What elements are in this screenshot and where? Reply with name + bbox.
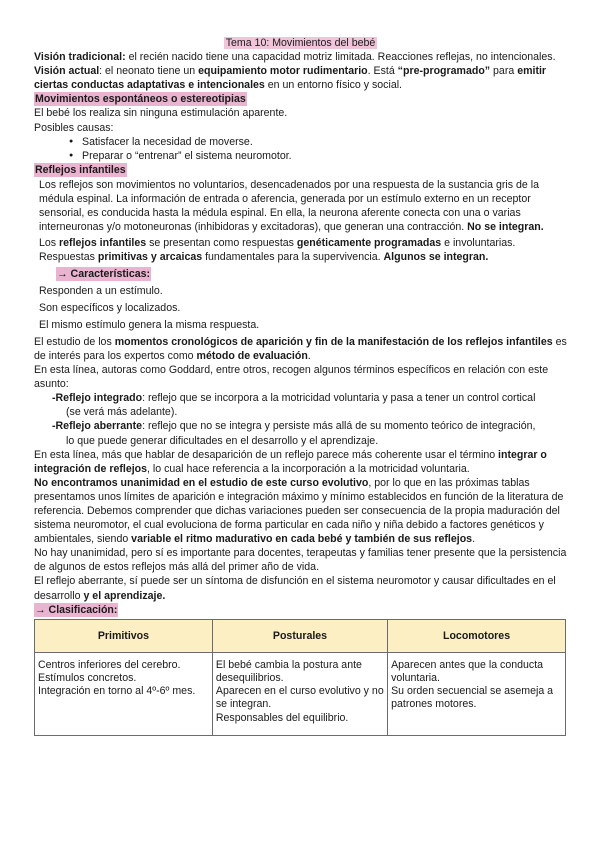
caracteristicas-label: → Características: (57, 267, 151, 280)
cell-locomotores (388, 652, 566, 735)
text-run: : el neonato tiene un (99, 65, 199, 78)
bold-run: No se integran. (464, 221, 544, 234)
text-run: El estudio de los (34, 335, 115, 348)
bold-run: “pre-programado” (397, 65, 491, 78)
title-row (34, 36, 567, 50)
text-run: e involuntarias. (441, 237, 516, 250)
cell-line: Centros inferiores del cerebro. (38, 658, 181, 671)
estudio-p2: En esta línea, autoras como Goddard, entre otros, recogen algunos términos específicos en relación con este asunto: (34, 364, 549, 391)
bold-run: momentos cronológicos de aparición y fin de la manifestación de los reflejos infantiles (114, 335, 553, 348)
list-item: ● Satisfacer la necesidad de moverse. (69, 135, 567, 149)
section-reflejos (34, 163, 567, 332)
bold-run: reflejos infantiles (59, 237, 147, 250)
text-run: , por lo que en las próximas tablas presentamos unos límites de aparición e integración máximo y mínimo establecidos en función de la literatura de referencia. Debemos comprender que dichas variaciones pueden ser consecuencia de la propia maduración del sistema neuromotor, el cual evoluciona de forma particular en cada niño y niña debido a factores genéticos y ambientales, siendo (34, 476, 564, 546)
text-run: . Está (367, 65, 398, 78)
bold-run: método de evaluación (196, 349, 308, 362)
cell-line: Su orden secuencial se asemeja a patrones motores. (391, 685, 554, 711)
vision-actual (34, 64, 567, 92)
text-run: El reflejo aberrante, sí puede ser un síntoma de disfunción en el sistema neuromotor y causar dificultades en el desarrollo (34, 575, 556, 602)
clasificacion-table (34, 619, 566, 736)
integrado-text: : reflejo que se incorpora a la motricidad voluntaria y pasa a tener un control cortical (142, 392, 536, 405)
list-item: ● Preparar o “entrenar” el sistema neuromotor. (69, 149, 567, 163)
cell-line: Responsables del equilibrio. (215, 711, 349, 724)
clasificacion-section (34, 603, 567, 736)
vision-tradicional-label: Visión tradicional: (34, 51, 126, 64)
integrar-paragraph (34, 448, 567, 476)
caracteristicas-label-row (34, 267, 567, 281)
cell-line: El bebé cambia la postura ante desequilibrios. (215, 658, 362, 684)
text-run: Los reflejos son movimientos no voluntarios, desencadenados por una respuesta de la sustancia gris de la médula espinal. La información de entrada o aferencia, generada por un estímulo externo en un receptor sensorial, es conducida hasta la médula espinal. En ella, la neurona aferente conecta con una o varias interneuronas y/o motoneuronas (inhibidoras y excitadoras), que generan una contracción. (39, 178, 539, 234)
unanimidad-paragraph (34, 476, 567, 546)
header-locomotores: Locomotores (388, 619, 566, 652)
bold-run: y el aprendizaje. (83, 589, 166, 602)
bold-run: primitivas y arcaicas (97, 251, 203, 264)
espontaneos-line1: El bebé los realiza sin ninguna estimulación aparente. (34, 107, 288, 120)
cell-line: Estímulos concretos. (38, 671, 137, 684)
cell-primitivos (35, 652, 213, 735)
text-run: es de interés para los expertos como (34, 335, 567, 362)
clasificacion-label: → Clasificación: (35, 603, 118, 616)
vision-actual-label: Visión actual (34, 65, 100, 78)
text-run: fundamentales para la supervivencia. (202, 251, 384, 264)
list-item: Son específicos y localizados. (39, 301, 181, 314)
cell-line: Aparecen antes que la conducta voluntaria. (391, 658, 544, 684)
table-header-row (35, 619, 566, 652)
list-item: El mismo estímulo genera la misma respuesta. (39, 318, 260, 331)
text-run: . (307, 349, 311, 362)
heading-reflejos: Reflejos infantiles (35, 163, 126, 176)
table-row (35, 652, 566, 735)
bold-run: Algunos se integran. (383, 251, 489, 264)
text-run: para (490, 65, 518, 78)
integrado-cont: (se verá más adelante). (66, 406, 178, 419)
estudio-p1 (34, 335, 567, 363)
bold-run: equipamiento motor rudimentario (198, 65, 368, 78)
text-run: Los (39, 237, 60, 250)
espontaneos-line2: Posibles causas: (34, 121, 114, 134)
aberrante-label: -Reflejo aberrante (52, 420, 143, 433)
text-run: Respuestas (39, 251, 98, 264)
bold-run: emitir ciertas conductas adaptativas e intencionales (34, 65, 547, 92)
page-title: Tema 10: Movimientos del bebé (225, 37, 376, 49)
vision-tradicional-text: el recién nacido tiene una capacidad motriz limitada. Reacciones reflejas, no intencionales. (125, 51, 556, 64)
bold-run: No encontramos unanimidad en el estudio de este curso evolutivo (34, 476, 369, 489)
reflejos-p1 (34, 178, 567, 234)
reflejo-aberrante (34, 419, 567, 447)
bold-run: genéticamente programadas (296, 237, 442, 250)
no-unanimidad-paragraph: No hay unanimidad, pero sí es importante para docentes, terapeutas y familias tener presente que la persistencia de algunos de estos reflejos más allá del primer año de vida. (34, 547, 567, 574)
text-run: En esta línea, más que hablar de desaparición de un reflejo parece más coherente usar el término (34, 448, 499, 461)
list-item: Responden a un estímulo. (39, 284, 163, 297)
header-primitivos: Primitivos (35, 619, 213, 652)
reflejos-p2 (34, 236, 567, 250)
aberrante-text: : reflejo que no se integra y persiste más allá de su momento teórico de integración, (142, 420, 536, 433)
header-posturales: Posturales (212, 619, 387, 652)
reflejo-integrado (34, 391, 567, 419)
text-run: en un entorno físico y social. (264, 79, 403, 92)
cell-line: Aparecen en el curso evolutivo y no se integran. (215, 685, 384, 711)
text-run: , lo cual hace referencia a la incorporación a la motricidad voluntaria. (147, 462, 470, 475)
vision-tradicional (34, 50, 567, 64)
bold-run: integrar o integración de reflejos (34, 448, 547, 475)
aberrante-final-paragraph (34, 574, 567, 602)
heading-espontaneos: Movimientos espontáneos o estereotipias (35, 93, 246, 106)
aberrante-cont: lo que puede generar dificultades en el desarrollo y el aprendizaje. (66, 434, 379, 447)
cell-line: Integración en torno al 4º-6º mes. (38, 685, 196, 698)
reflejos-p3 (34, 250, 567, 264)
integrado-label: -Reflejo integrado (52, 392, 143, 405)
cell-posturales (212, 652, 387, 735)
text-run: se presentan como respuestas (146, 237, 297, 250)
causas-list (34, 135, 567, 163)
caracteristicas-list (34, 284, 567, 332)
bold-run: variable el ritmo madurativo en cada bebé y también de sus reflejos (131, 533, 473, 546)
section-espontaneos (34, 92, 567, 162)
text-run: . (472, 533, 476, 546)
